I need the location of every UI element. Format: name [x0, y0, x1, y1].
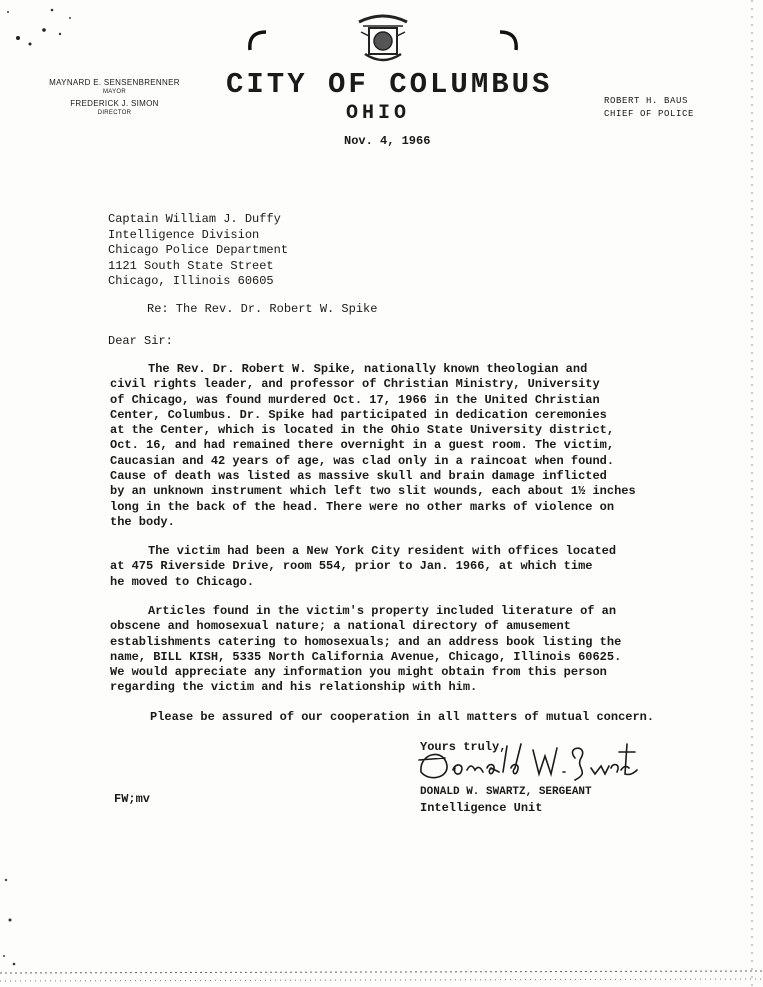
text-line: at 475 Riverside Drive, room 554, prior to Jan. 1966, at which time [110, 559, 593, 574]
letterhead-left [22, 78, 207, 117]
address-line: Chicago, Illinois 60605 [108, 274, 274, 288]
text-line: he moved to Chicago. [110, 574, 255, 589]
address-line: Intelligence Division [108, 227, 260, 242]
text-line: civil rights leader, and professor of Christian Ministry, University [110, 377, 600, 392]
text-line: Oct. 16, and had remained there overnight in a guest room. The victim, [110, 438, 615, 453]
text-line: establishments catering to homosexuals; and an address book listing the [110, 634, 622, 649]
state-title: OHIO [346, 102, 411, 125]
address-line: 1121 South State Street [108, 258, 274, 273]
mayor-name: MAYNARD E. SENSENBRENNER [49, 78, 180, 87]
subject-line: Re: The Rev. Dr. Robert W. Spike [147, 302, 378, 316]
text-line: Caucasian and 42 years of age, was clad only in a raincoat when found. [110, 453, 615, 468]
signer-name: DONALD W. SWARTZ, SERGEANT [420, 786, 592, 798]
mayor-title: MAYOR [102, 89, 127, 95]
ornament-right-icon [494, 28, 520, 52]
chief-name: ROBERT H. BAUS [604, 96, 689, 106]
text-line: of Chicago, was found murdered Oct. 17, 1966 in the United Christian [110, 392, 600, 407]
body-paragraph-1 [110, 362, 636, 530]
recipient-address [108, 212, 288, 290]
letter-date: Nov. 4, 1966 [344, 134, 431, 148]
city-seal-icon [355, 12, 411, 68]
text-line: the body. [110, 514, 175, 529]
text-line: obscene and homosexual nature; a national directory of amusement [110, 619, 571, 634]
ornament-left-icon [246, 28, 272, 52]
director-name: FREDERICK J. SIMON [70, 99, 159, 108]
text-line: Please be assured of our cooperation in all matters of mutual concern. [150, 710, 655, 724]
body-paragraph-4 [150, 710, 654, 725]
signer-unit: Intelligence Unit [420, 801, 543, 815]
text-line: long in the back of the head. There were no other marks of violence on [110, 499, 615, 514]
scan-noise-right [740, 0, 763, 987]
text-line: We would appreciate any information you might obtain from this person [110, 665, 607, 680]
scan-noise-topleft [0, 0, 90, 60]
body-paragraph-2 [110, 544, 616, 590]
handwritten-signature [415, 738, 640, 790]
text-line: The Rev. Dr. Robert W. Spike, nationally known theologian and [148, 362, 588, 376]
text-line: The victim had been a New York City resident with offices located [148, 544, 617, 558]
scan-noise-bottom [0, 955, 763, 987]
text-line: Cause of death was listed as massive skull and brain damage inflicted [110, 469, 607, 484]
text-line: by an unknown instrument which left two slit wounds, each about 1½ inches [110, 484, 636, 499]
city-title: CITY OF COLUMBUS [226, 68, 553, 101]
closing: Yours truly, [420, 740, 507, 754]
address-line: Chicago Police Department [108, 243, 289, 257]
director-title: DIRECTOR [97, 110, 132, 116]
text-line: at the Center, which is located in the Ohio State University district, [110, 423, 615, 438]
letterhead-right [604, 95, 694, 121]
text-line: Center, Columbus. Dr. Spike had participated in dedication ceremonies [110, 407, 607, 422]
typist-initials: FW;mv [114, 792, 151, 806]
salutation: Dear Sir: [108, 334, 173, 348]
address-line: Captain William J. Duffy [108, 212, 281, 226]
chief-title: CHIEF OF POLICE [604, 109, 695, 119]
text-line: Articles found in the victim's property included literature of an [148, 604, 617, 618]
body-paragraph-3 [110, 604, 621, 696]
text-line: name, BILL KISH, 5335 North California Avenue, Chicago, Illinois 60625. [110, 649, 622, 664]
text-line: regarding the victim and his relationship with him. [110, 680, 478, 695]
